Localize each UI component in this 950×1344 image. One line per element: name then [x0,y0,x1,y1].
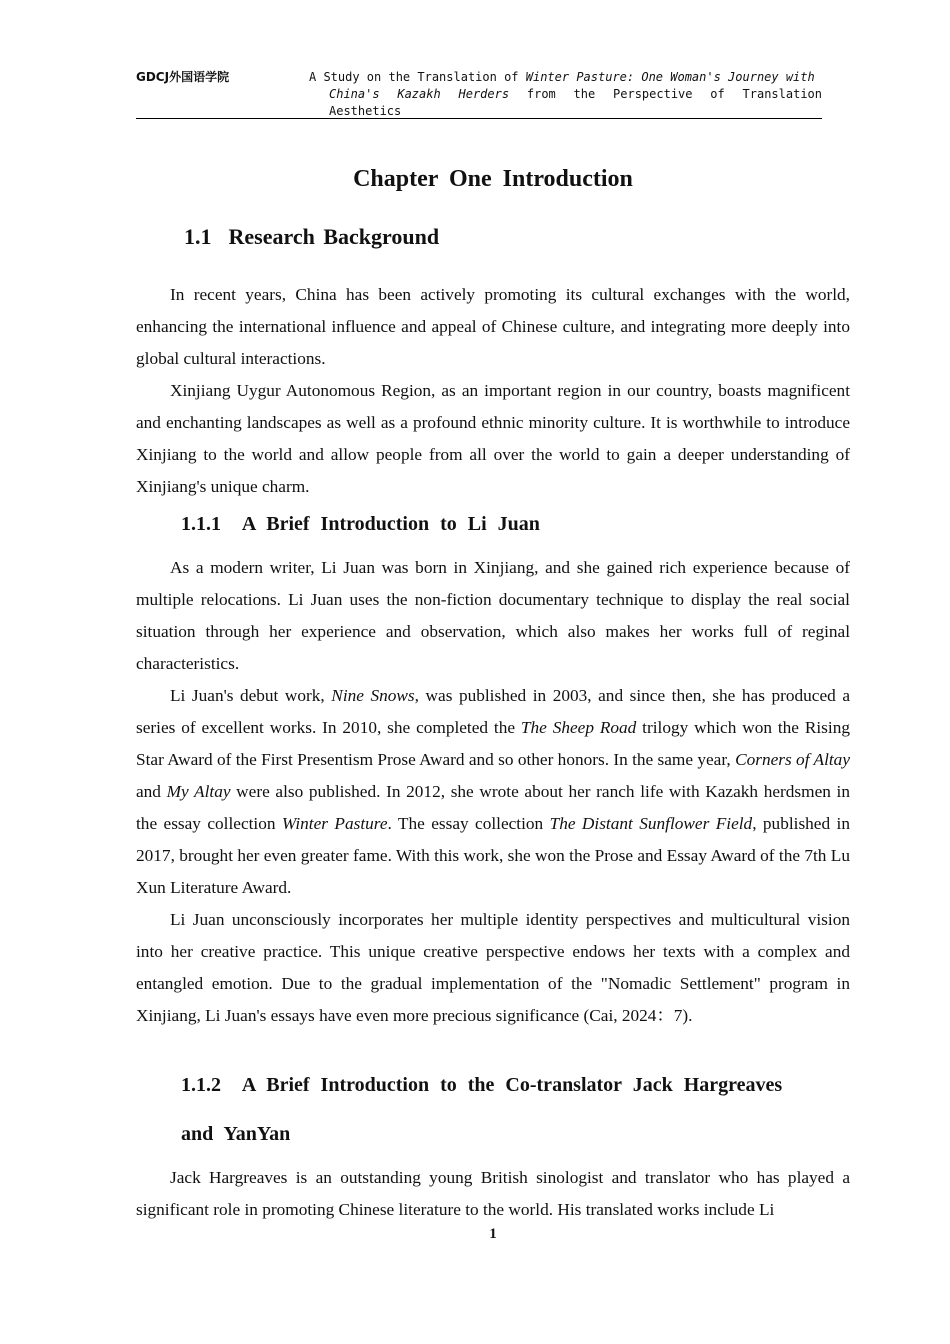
book-title: Winter Pasture [281,814,388,833]
running-title-book-cont: China's Kazakh Herders [329,87,510,101]
page-number: 1 [489,1226,497,1242]
running-title [309,69,822,120]
subsection-title: A Brief Introduction to Li Juan [241,513,540,535]
subsection-number: 1.1.1 [181,513,221,535]
paragraph: In recent years, China has been actively promoting its cultural exchanges with the world, enhancing the international influence and appeal of Chinese culture, and integrating more deeply into global cultural interactions. [136,285,850,368]
chapter-title: Chapter One Introduction [353,166,633,192]
subsection-heading-cont: and YanYan [181,1123,291,1145]
paragraph: Xinjiang Uygur Autonomous Region, as an important region in our country, boasts magnificent and enchanting landscapes as well as a profound ethnic minority culture. It is worthwhile to introduce Xinjiang to the world and allow people from all over the world to gain a deeper understanding of Xinjiang's unique charm. [136,381,850,496]
book-title: Nine Snows [331,686,415,705]
translator-text [136,1162,850,1226]
paragraph: Li Juan unconsciously incorporates her multiple identity perspectives and multicultural vision into her creative practice. This unique creative perspective endows her texts with a complex and entangled emotion. Due to the gradual implementation of the "Nomadic Settlement" program in Xinjiang, Li Juan's essays have even more precious significance (Cai, 2024：7). [136,910,850,1025]
section-title: Research Background [228,224,440,249]
paragraph: Jack Hargreaves is an outstanding young British sinologist and translator who has played a significant role in promoting Chinese literature to the world. His translated works include Li [136,1168,850,1219]
running-title-text: A Study on the Translation of [309,70,519,84]
running-title-text-cont: from the Perspective of Translation [526,87,822,101]
running-title-book: Winter Pasture: One Woman's Journey with [525,70,815,84]
background-text [136,279,850,503]
section-number: 1.1 [184,224,212,249]
book-title: My Altay [166,782,231,801]
book-title: The Distant Sunflower Field [549,814,753,833]
paragraph: Li Juan's debut work, Nine Snows, was published in 2003, and since then, she has produced a series of excellent works. In 2010, she completed the The Sheep Road trilogy which won the Rising Star Award of the First Presentism Prose Award and so other honors. In the same year, Corners of Altay and My Altay were also published. In 2012, she wrote about her ranch life with Kazakh herdsmen in the essay collection Winter Pasture. The essay collection The Distant Sunflower Field, published in 2017, brought her even greater fame. With this work, she won the Prose and Essay Award of the 7th Lu Xun Literature Award. [136,686,851,897]
running-title-text-end: Aesthetics [329,104,402,118]
institution-name: GDCJ外国语学院 [136,70,230,84]
running-header [136,68,822,119]
lijuan-text [136,552,850,1032]
paragraph: As a modern writer, Li Juan was born in Xinjiang, and she gained rich experience because of multiple relocations. Li Juan uses the non-fiction documentary technique to display the real social situation through her experience and observation, which also makes her works full of reginal characteristics. [136,558,850,673]
subsection-heading [181,1074,782,1097]
book-title: The Sheep Road [520,718,637,737]
book-title: Corners of Altay [735,750,850,769]
subsection-number: 1.1.2 [181,1074,221,1096]
subsection-heading [181,513,540,536]
subsection-title: A Brief Introduction to the Co-translator Jack Hargreaves [241,1074,783,1096]
section-heading [184,224,439,250]
